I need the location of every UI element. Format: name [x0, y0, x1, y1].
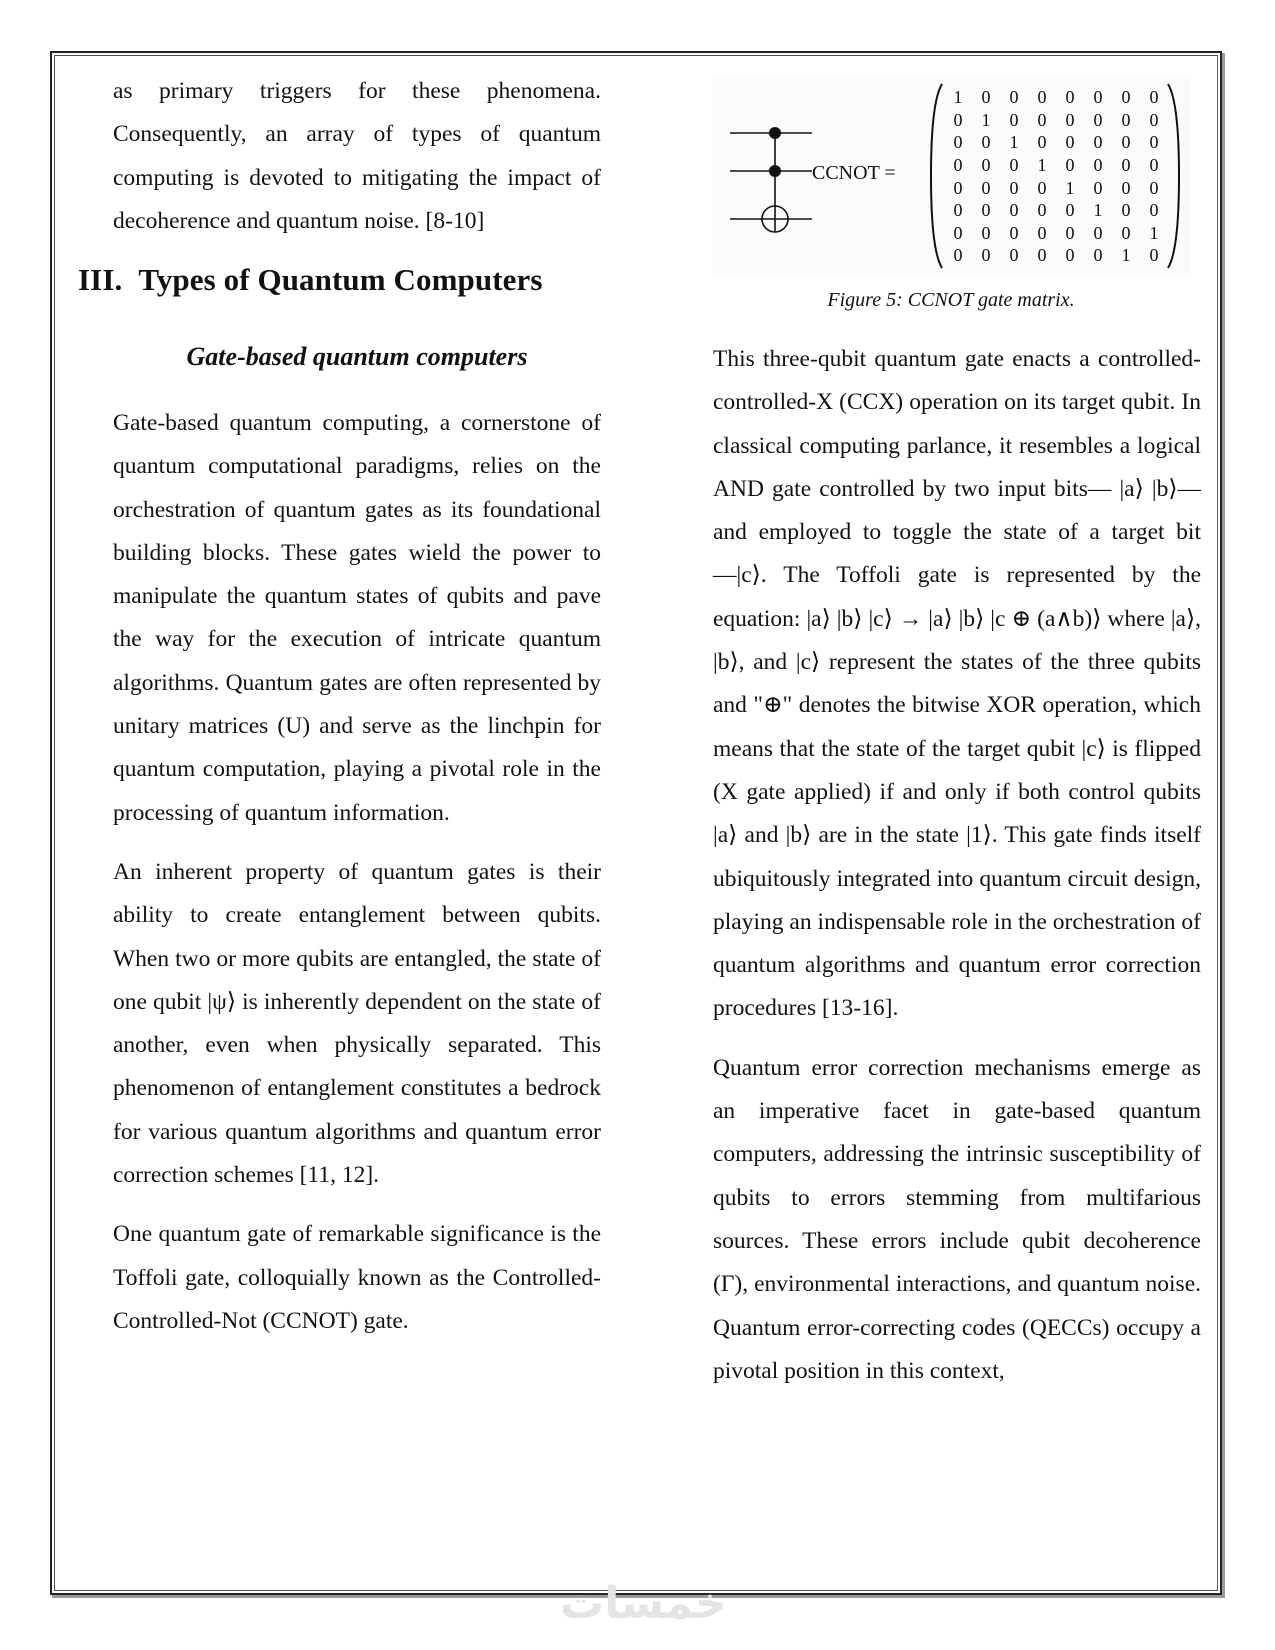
matrix-cell: 1 — [1037, 155, 1047, 176]
matrix-cell: 1 — [1121, 245, 1131, 266]
ccnot-label: CCNOT = — [812, 162, 896, 184]
matrix-cell: 1 — [1093, 200, 1103, 221]
matrix-cell: 0 — [1121, 177, 1131, 198]
matrix-cell: 0 — [1065, 200, 1075, 221]
matrix-cell: 0 — [953, 200, 963, 221]
section-number: III. — [78, 262, 123, 297]
paragraph: Quantum error correction mechanisms emerge as an imperative facet in gate-based quantum computers, addressing the intrinsic susceptibility of qubits to errors stemming from multifarious sources. These errors include qubit decoherence (Γ), environmental interactions, and quantum noise. Quantum error-correcting codes (QECCs) occupy a pivotal position in this context, — [713, 1054, 1201, 1384]
matrix-cell: 0 — [1149, 132, 1159, 153]
figure-ccnot — [712, 76, 1190, 276]
matrix-cell: 0 — [953, 109, 963, 130]
matrix-cell: 0 — [1149, 200, 1159, 221]
matrix-cell: 0 — [953, 222, 963, 243]
matrix-cell: 1 — [1149, 222, 1159, 243]
matrix-cell: 0 — [1121, 109, 1131, 130]
matrix-row — [944, 244, 1168, 267]
matrix-row — [944, 176, 1168, 199]
subsection-heading: Gate-based quantum computers — [186, 342, 528, 371]
continued-paragraph: as primary triggers for these phenomena. Consequently, an array of types of quantum computing is devoted to mitigating the impact of decoherence and quantum noise. [8-10] — [113, 78, 601, 234]
matrix-cell: 0 — [1149, 87, 1159, 108]
matrix-cell: 1 — [981, 109, 991, 130]
matrix-cell: 0 — [1065, 155, 1075, 176]
matrix-row — [944, 109, 1168, 132]
matrix-cell: 0 — [1037, 87, 1047, 108]
paragraph: Gate-based quantum computing, a cornerstone of quantum computational paradigms, relies on the orchestration of quantum gates as its foundational building blocks. These gates wield the power to manipulate the quantum states of qubits and pave the way for the execution of intricate quantum algorithms. Quantum gates are often represented by unitary matrices (U) and serve as the linchpin for quantum computation, playing a pivotal role in the processing of quantum information. — [113, 410, 601, 826]
matrix-cell: 0 — [1149, 177, 1159, 198]
matrix-cell: 0 — [981, 155, 991, 176]
matrix-row — [944, 131, 1168, 154]
matrix-cell: 0 — [1037, 245, 1047, 266]
section-heading — [78, 262, 543, 298]
matrix-cell: 0 — [953, 177, 963, 198]
matrix-cell: 0 — [1065, 132, 1075, 153]
matrix-cell: 0 — [981, 177, 991, 198]
matrix-cell: 0 — [1009, 109, 1019, 130]
matrix-cell: 0 — [1093, 132, 1103, 153]
right-paren-icon — [1166, 82, 1180, 270]
matrix-cell: 0 — [1065, 109, 1075, 130]
watermark-logo: خمسات — [560, 1578, 727, 1629]
section-title: Types of Quantum Computers — [138, 262, 543, 297]
left-paren-icon — [930, 82, 944, 270]
matrix-row — [944, 154, 1168, 177]
matrix-cell: 1 — [1065, 177, 1075, 198]
matrix-cell: 0 — [1037, 132, 1047, 153]
left-column-body — [113, 402, 601, 1343]
matrix-cell: 0 — [1093, 177, 1103, 198]
matrix-cell: 0 — [1009, 155, 1019, 176]
matrix-cell: 0 — [981, 222, 991, 243]
matrix-cell: 1 — [953, 87, 963, 108]
matrix-cell: 0 — [1121, 200, 1131, 221]
matrix-cell: 0 — [1121, 132, 1131, 153]
matrix-cell: 0 — [1121, 222, 1131, 243]
matrix-cell: 0 — [1009, 200, 1019, 221]
matrix-cell: 0 — [981, 87, 991, 108]
paragraph: One quantum gate of remarkable significance is the Toffoli gate, colloquially known as the Controlled-Controlled-Not (CCNOT) gate. — [113, 1221, 601, 1334]
matrix-cell: 0 — [1065, 222, 1075, 243]
control-dot — [769, 165, 781, 177]
matrix-cell: 0 — [1009, 87, 1019, 108]
matrix-cell: 0 — [1149, 245, 1159, 266]
control-dot — [769, 127, 781, 139]
matrix-table — [944, 86, 1168, 267]
matrix-cell: 0 — [1093, 245, 1103, 266]
matrix-cell: 0 — [981, 132, 991, 153]
matrix-cell: 0 — [1121, 87, 1131, 108]
matrix-row — [944, 199, 1168, 222]
paragraph: This three-qubit quantum gate enacts a controlled-controlled-X (CCX) operation on its target qubit. In classical computing parlance, it resembles a logical AND gate controlled by two input bits— |a⟩ |b⟩—and employed to toggle the state of a target bit—|c⟩. The Toffoli gate is represented by the equation: |a⟩ |b⟩ |c⟩ → |a⟩ |b⟩ |c ⊕ (a∧b)⟩ where |a⟩, |b⟩, and |c⟩ represent the states of the three qubits and "⊕" denotes the bitwise XOR operation, which means that the state of the target qubit |c⟩ is flipped (X gate applied) if and only if both control qubits |a⟩ and |b⟩ are in the state |1⟩. This gate finds itself ubiquitously integrated into quantum circuit design, playing an indispensable role in the orchestration of quantum algorithms and quantum error correction procedures [13-16]. — [713, 346, 1201, 1022]
matrix-cell: 0 — [1037, 222, 1047, 243]
matrix-cell: 0 — [1009, 177, 1019, 198]
matrix-cell: 0 — [981, 200, 991, 221]
toffoli-circuit-diagram — [730, 96, 812, 246]
left-column-continued — [113, 70, 601, 243]
matrix-cell: 0 — [981, 245, 991, 266]
matrix-cell: 0 — [1009, 222, 1019, 243]
matrix-cell: 0 — [1093, 222, 1103, 243]
matrix-cell: 0 — [953, 155, 963, 176]
page-border-shadow — [1222, 53, 1225, 1598]
matrix-cell: 0 — [1149, 109, 1159, 130]
matrix-cell: 0 — [953, 245, 963, 266]
matrix-cell: 0 — [1009, 245, 1019, 266]
right-column — [713, 338, 1201, 1393]
matrix-cell: 0 — [1037, 200, 1047, 221]
matrix-cell: 0 — [1065, 87, 1075, 108]
matrix-row — [944, 86, 1168, 109]
matrix-cell: 0 — [1149, 155, 1159, 176]
figure-caption: Figure 5: CCNOT gate matrix. — [827, 289, 1075, 311]
matrix-cell: 0 — [1121, 155, 1131, 176]
paragraph: An inherent property of quantum gates is their ability to create entanglement between qubits. When two or more qubits are entangled, the state of one qubit |ψ⟩ is inherently dependent on the state of another, even when physically separated. This phenomenon of entanglement constitutes a bedrock for various quantum algorithms and quantum error correction schemes [11, 12]. — [113, 858, 601, 1189]
matrix-cell: 0 — [953, 132, 963, 153]
matrix-cell: 0 — [1065, 245, 1075, 266]
matrix-cell: 0 — [1093, 87, 1103, 108]
matrix-cell: 0 — [1093, 109, 1103, 130]
matrix-row — [944, 222, 1168, 245]
ccnot-matrix — [930, 82, 1180, 270]
matrix-cell: 1 — [1009, 132, 1019, 153]
matrix-cell: 0 — [1037, 177, 1047, 198]
matrix-cell: 0 — [1037, 109, 1047, 130]
matrix-cell: 0 — [1093, 155, 1103, 176]
